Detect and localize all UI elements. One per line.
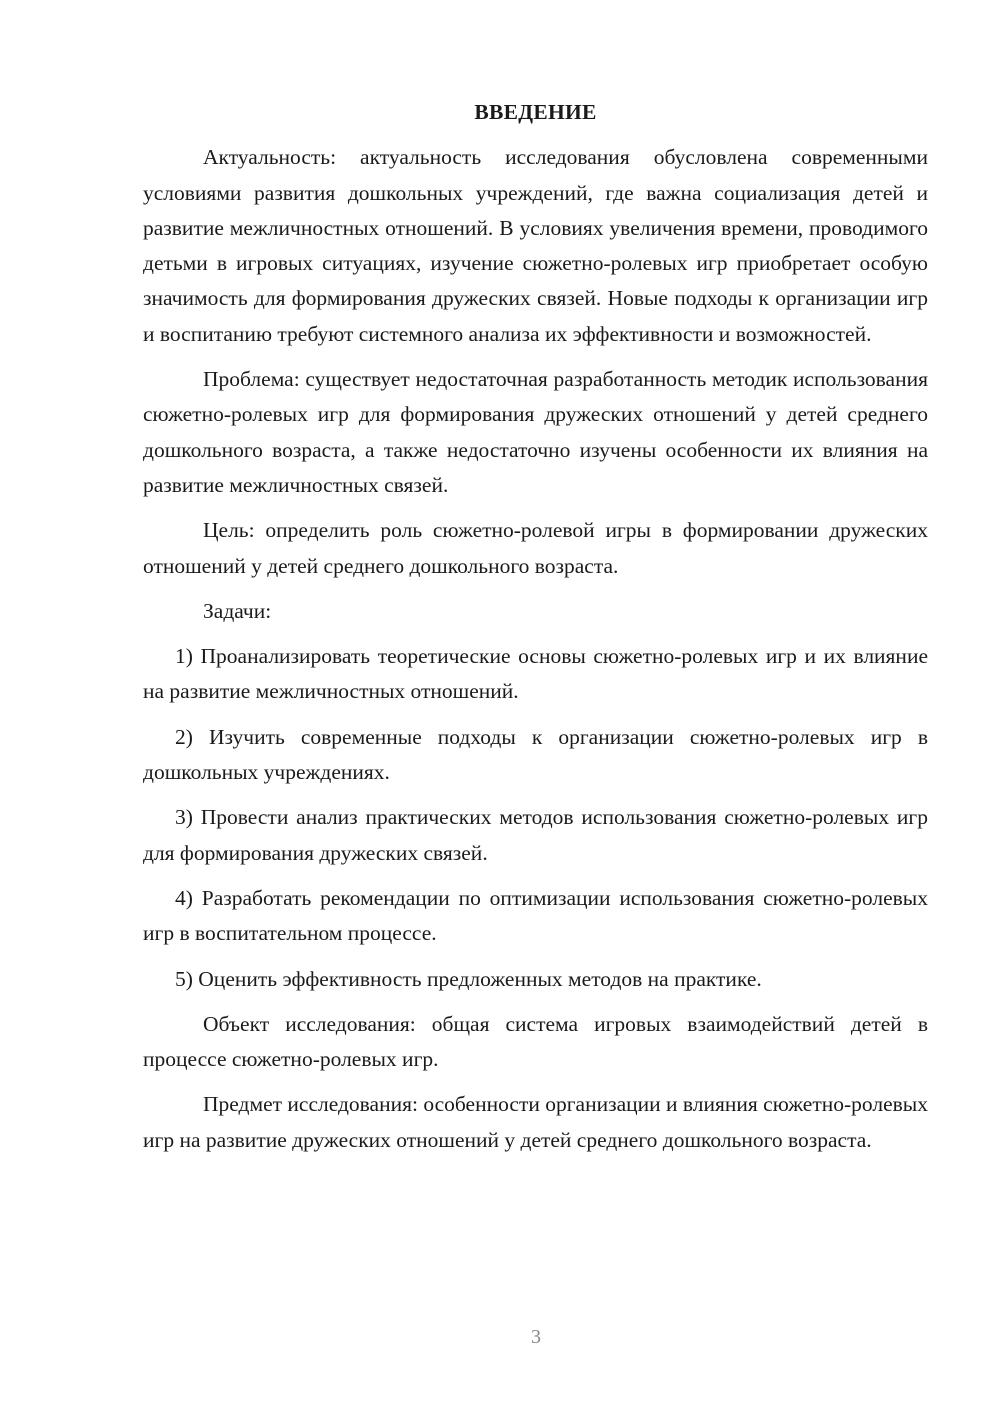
goal-paragraph: Цель: определить роль сюжетно-ролевой игры в формировании дружеских отношений у детей среднего дошкольного возраста.: [143, 518, 928, 578]
object-paragraph: Объект исследования: общая система игровых взаимодействий детей в процессе сюжетно-ролевых игр.: [143, 1011, 928, 1072]
tasks-label: Задачи:: [203, 598, 272, 623]
task-item-3: 3) Провести анализ практических методов использования сюжетно-ролевых игр для формирования дружеских связей.: [143, 805, 928, 865]
task-item-1: 1) Проанализировать теоретические основы сюжетно-ролевых игр и их влияние на развитие межличностных отношений.: [143, 644, 928, 704]
relevance-paragraph: Актуальность: актуальность исследования обусловлена современными условиями развития дошкольных учреждений, где важна социализация детей и развитие межличностных отношений. В условиях увеличения времени, проводимого детьми в игровых ситуациях, изучение сюжетно-ролевых игр приобретает особую значимость для формирования дружеских связей. Новые подходы к организации игр и воспитанию требуют системного анализа их эффективности и возможностей.: [143, 145, 928, 346]
section-title: ВВЕДЕНИЕ: [474, 100, 597, 124]
problem-paragraph: Проблема: существует недостаточная разработанность методик использования сюжетно-ролевых игр для формирования дружеских отношений у детей среднего дошкольного возраста, а также недостаточно изучены особенности их влияния на развитие межличностных связей.: [143, 367, 928, 497]
page-number: 3: [531, 1326, 541, 1348]
task-item-5: 5) Оценить эффективность предложенных методов на практике.: [175, 966, 762, 991]
subject-paragraph: Предмет исследования: особенности организации и влияния сюжетно-ролевых игр на развитие дружеских отношений у детей среднего дошкольного возраста.: [143, 1092, 928, 1152]
document-page: [143, 95, 928, 1168]
tasks-list: [143, 639, 928, 997]
task-item-4: 4) Разработать рекомендации по оптимизации использования сюжетно-ролевых игр в воспитательном процессе.: [143, 885, 928, 946]
task-item-2: 2) Изучить современные подходы к организации сюжетно-ролевых игр в дошкольных учреждениях.: [143, 724, 928, 785]
